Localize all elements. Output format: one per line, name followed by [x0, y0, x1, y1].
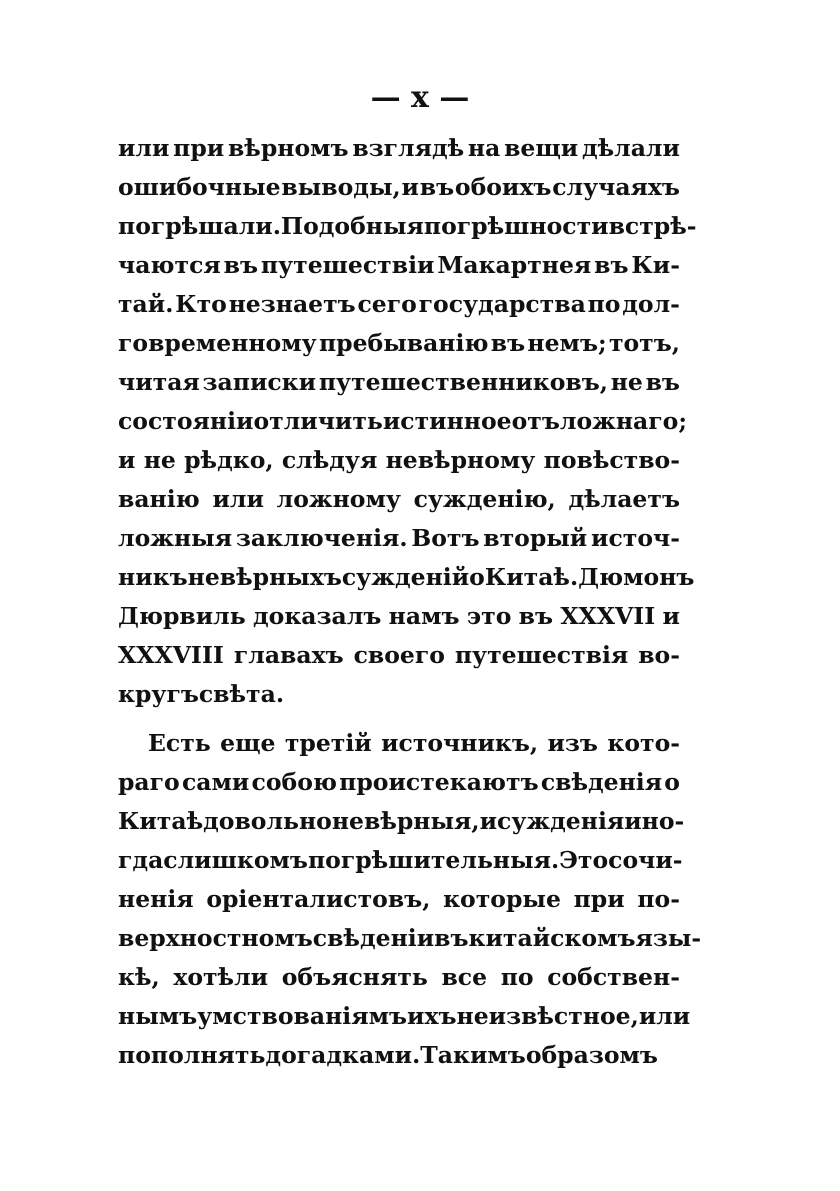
text-line: [118, 675, 680, 714]
word: встрѣ-: [608, 212, 697, 240]
word: все: [441, 963, 488, 991]
word: ошибочные: [118, 173, 281, 201]
word: объяснять: [281, 963, 428, 991]
word: китайскомъ: [468, 924, 636, 952]
text-line: [118, 324, 680, 363]
word: тай.: [118, 290, 174, 318]
word: по: [500, 963, 534, 991]
word: изъ: [547, 729, 598, 757]
text-line: [118, 207, 697, 246]
word: на: [467, 134, 501, 162]
word: главахъ: [233, 641, 344, 669]
word: ино-: [624, 807, 685, 835]
word: дѣлали: [581, 134, 680, 162]
word: довольно: [203, 807, 332, 835]
text-line: [118, 636, 680, 675]
text-line: [118, 958, 680, 997]
word: или: [212, 485, 264, 513]
word: сего: [357, 290, 417, 318]
word: обоихъ: [454, 173, 552, 201]
word: въ: [419, 173, 455, 201]
word: дол-: [622, 290, 680, 318]
text-line: [118, 168, 680, 207]
word: Такимъ: [420, 1041, 526, 1069]
word: Китаѣ.: [484, 563, 579, 591]
word: отличить: [253, 407, 383, 435]
word: источникъ,: [381, 729, 539, 757]
word: или: [638, 1002, 691, 1030]
text-line: [118, 246, 680, 285]
text-line: [118, 129, 680, 168]
word: Дюмонъ: [578, 563, 695, 591]
word: Дюрвиль: [118, 602, 246, 630]
word: пребыванію: [318, 329, 489, 357]
word: Макартнея: [437, 251, 592, 279]
word: сочи-: [608, 846, 683, 874]
word: ложнаго;: [559, 407, 688, 435]
word: или: [118, 134, 170, 162]
word: умствованіямъ: [197, 1002, 408, 1030]
text-line: [118, 285, 680, 324]
word: въ: [594, 251, 629, 279]
word: третій: [284, 729, 372, 757]
word: вторый: [483, 524, 588, 552]
text-line: [118, 1036, 680, 1075]
word: ложныя: [118, 524, 233, 552]
word: раго: [118, 768, 180, 796]
word: сужденію,: [413, 485, 556, 513]
word: въ: [645, 368, 680, 396]
word: собствен-: [547, 963, 680, 991]
word: при: [173, 134, 225, 162]
word: хотѣли: [173, 963, 269, 991]
word: въ: [434, 924, 469, 952]
word: кото-: [607, 729, 680, 757]
word: по: [587, 290, 621, 318]
text-line: [118, 997, 691, 1036]
word: и: [401, 173, 419, 201]
body-text: [118, 129, 702, 1075]
word: при: [573, 885, 625, 913]
word: кругъ: [118, 680, 199, 708]
word: XXXVII: [560, 602, 656, 630]
word: истинное: [382, 407, 512, 435]
word: доказалъ: [253, 602, 382, 630]
word: сужденій: [341, 563, 470, 591]
word: ванію: [118, 485, 200, 513]
word: читая: [118, 368, 200, 396]
word: повѣство-: [543, 446, 680, 474]
word: въ: [518, 602, 554, 630]
word: по-: [637, 885, 680, 913]
text-line: [118, 724, 680, 763]
word: отъ: [511, 407, 560, 435]
text-line: [118, 919, 702, 958]
word: погрѣшности: [423, 212, 609, 240]
word: дѣлаетъ: [568, 485, 680, 513]
word: выводы,: [281, 173, 401, 201]
word: не: [143, 446, 176, 474]
word: чаются: [118, 251, 221, 279]
word: и: [118, 446, 136, 474]
word: оріенталистовъ,: [206, 885, 431, 913]
word: ложному: [276, 485, 401, 513]
word: гда: [118, 846, 164, 874]
word: неизвѣстное,: [456, 1002, 639, 1030]
word: нымъ: [118, 1002, 198, 1030]
word: и: [479, 807, 498, 835]
word: невѣрныхъ: [187, 563, 342, 591]
word: и: [662, 602, 680, 630]
word: въ: [223, 251, 259, 279]
word: собою: [251, 768, 337, 796]
word: источ-: [591, 524, 680, 552]
text-line: [118, 363, 680, 402]
word: верхностномъ: [118, 924, 313, 952]
word: которые: [443, 885, 561, 913]
word: Это: [559, 846, 609, 874]
word: незнаетъ: [228, 290, 356, 318]
word: XXXVIII: [118, 641, 224, 669]
text-line: [118, 480, 680, 519]
word: невѣрному: [385, 446, 536, 474]
word: во-: [638, 641, 680, 669]
word: въ: [490, 329, 526, 357]
word: свѣденіи: [312, 924, 435, 952]
word: не: [610, 368, 643, 396]
word: слишкомъ: [163, 846, 308, 874]
word: путешествіи: [260, 251, 435, 279]
word: язы-: [635, 924, 702, 952]
word: свѣта.: [198, 680, 285, 708]
text-line: [118, 441, 680, 480]
word: говременному: [118, 329, 317, 357]
word: взглядѣ: [352, 134, 465, 162]
word: Кто: [175, 290, 227, 318]
word: пополнять: [118, 1041, 266, 1069]
word: Есть: [148, 729, 211, 757]
text-line: [118, 880, 680, 919]
word: догадками.: [265, 1041, 421, 1069]
text-line: [118, 402, 688, 441]
word: своего: [353, 641, 445, 669]
word: путешествія: [454, 641, 629, 669]
word: государства: [418, 290, 586, 318]
word: сужденія: [497, 807, 625, 835]
word: заключенія.: [235, 524, 408, 552]
text-line: [118, 841, 683, 880]
word: это: [466, 602, 512, 630]
word: Китаѣ: [118, 807, 204, 835]
word: Подобныя: [280, 212, 424, 240]
word: намъ: [388, 602, 460, 630]
word: слѣдуя: [281, 446, 378, 474]
word: рѣдко,: [184, 446, 274, 474]
word: Вотъ: [411, 524, 480, 552]
word: ихъ: [407, 1002, 457, 1030]
word: никъ: [118, 563, 188, 591]
text-line: [118, 763, 680, 802]
word: ненія: [118, 885, 194, 913]
word: проистекаютъ: [339, 768, 539, 796]
word: еще: [220, 729, 276, 757]
text-line: [118, 519, 680, 558]
word: случаяхъ: [552, 173, 680, 201]
word: кѣ,: [118, 963, 160, 991]
word: погрѣшали.: [118, 212, 281, 240]
text-line: [118, 802, 685, 841]
word: о: [664, 768, 680, 796]
page-number-header: — x —: [370, 80, 470, 115]
word: записки: [202, 368, 317, 396]
word: путешественниковъ,: [318, 368, 608, 396]
word: сами: [181, 768, 250, 796]
word: немъ;: [527, 329, 607, 357]
word: тотъ,: [608, 329, 680, 357]
word: образомъ: [525, 1041, 658, 1069]
word: вѣрномъ: [227, 134, 349, 162]
word: Ки-: [631, 251, 680, 279]
text-line: [118, 558, 695, 597]
word: состояніи: [118, 407, 254, 435]
word: невѣрныя,: [331, 807, 480, 835]
word: вещи: [504, 134, 579, 162]
word: свѣденія: [540, 768, 663, 796]
word: о: [469, 563, 485, 591]
text-line: [118, 597, 680, 636]
word: погрѣшительныя.: [307, 846, 560, 874]
